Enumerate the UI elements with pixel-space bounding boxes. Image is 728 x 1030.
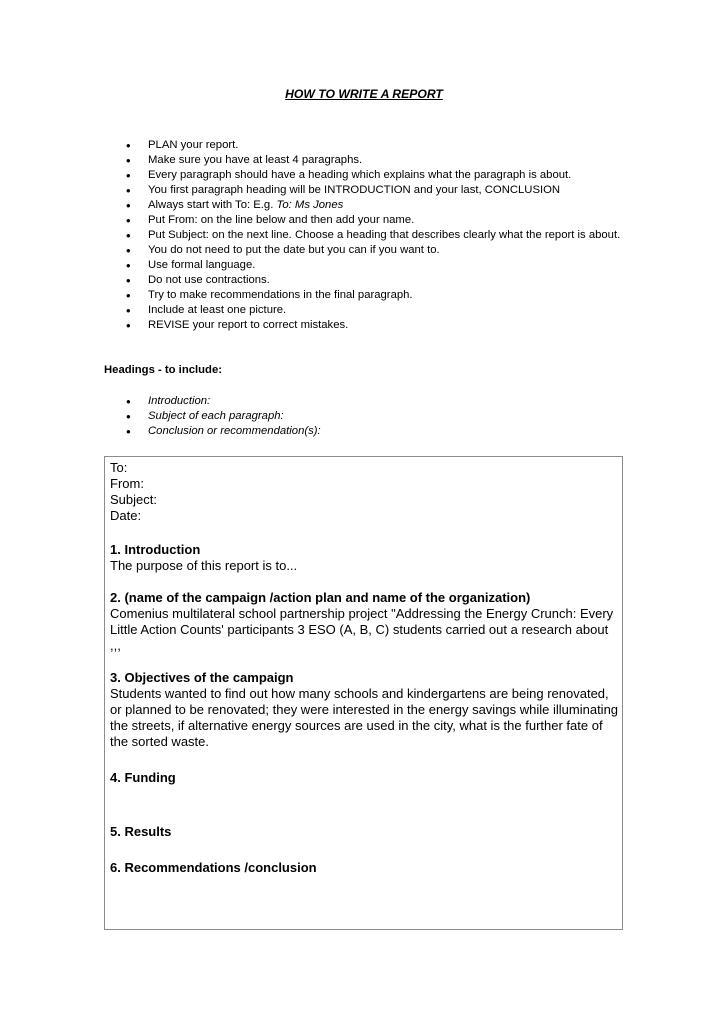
tip-text: Always start with To: E.g. xyxy=(148,199,277,211)
section-heading: 6. Recommendations /conclusion xyxy=(110,860,317,875)
report-template-box xyxy=(104,456,623,930)
page-title: HOW TO WRITE A REPORT xyxy=(285,87,443,101)
list-item xyxy=(148,198,638,213)
subject-field: Subject: xyxy=(110,492,157,507)
list-item: • Every paragraph should have a heading which explains what the paragraph is about. xyxy=(148,168,638,183)
from-field: From: xyxy=(110,476,144,491)
tips-list xyxy=(148,138,638,333)
section-heading: 2. (name of the campaign /action plan and name of the organization) xyxy=(110,590,531,605)
list-item: • REVISE your report to correct mistakes. xyxy=(148,318,638,333)
to-field: To: xyxy=(110,460,128,475)
list-item: • Include at least one picture. xyxy=(148,303,638,318)
section-body: Students wanted to find out how many schools and kindergartens are being renovated, or planned to be renovated; they were interested in the energy savings while illuminating the streets, if alternative energy sources are used in the city, what is the further fate of the sorted waste. xyxy=(110,686,619,749)
list-item: • Introduction: xyxy=(148,394,638,409)
list-item: • Do not use contractions. xyxy=(148,273,638,288)
section-body: The purpose of this report is to... xyxy=(110,558,298,573)
date-field: Date: xyxy=(110,508,142,523)
section-heading: 1. Introduction xyxy=(110,542,201,557)
tip-example: To: Ms Jones xyxy=(276,199,344,211)
list-item: • You do not need to put the date but you can if you want to. xyxy=(148,243,638,258)
headings-list xyxy=(148,394,638,439)
headings-title: Headings - to include: xyxy=(104,364,222,376)
list-item: • You first paragraph heading will be INTRODUCTION and your last, CONCLUSION xyxy=(148,183,638,198)
list-item: • Put Subject: on the next line. Choose a heading that describes clearly what the report is about. xyxy=(148,228,638,243)
list-item: • Subject of each paragraph: xyxy=(148,409,638,424)
list-item: • Make sure you have at least 4 paragraphs. xyxy=(148,153,638,168)
section-heading: 3. Objectives of the campaign xyxy=(110,670,294,685)
list-item: • PLAN your report. xyxy=(148,138,638,153)
list-item: • Conclusion or recommendation(s): xyxy=(148,424,638,439)
section-heading: 4. Funding xyxy=(110,770,176,785)
section-heading: 5. Results xyxy=(110,824,172,839)
list-item: • Use formal language. xyxy=(148,258,638,273)
section-body: Comenius multilateral school partnership project "Addressing the Energy Crunch: Every Little Action Counts' participants 3 ESO (A, B, C) students carried out a research about ,,, xyxy=(110,606,614,653)
list-item: • Put From: on the line below and then add your name. xyxy=(148,213,638,228)
list-item: • Try to make recommendations in the final paragraph. xyxy=(148,288,638,303)
